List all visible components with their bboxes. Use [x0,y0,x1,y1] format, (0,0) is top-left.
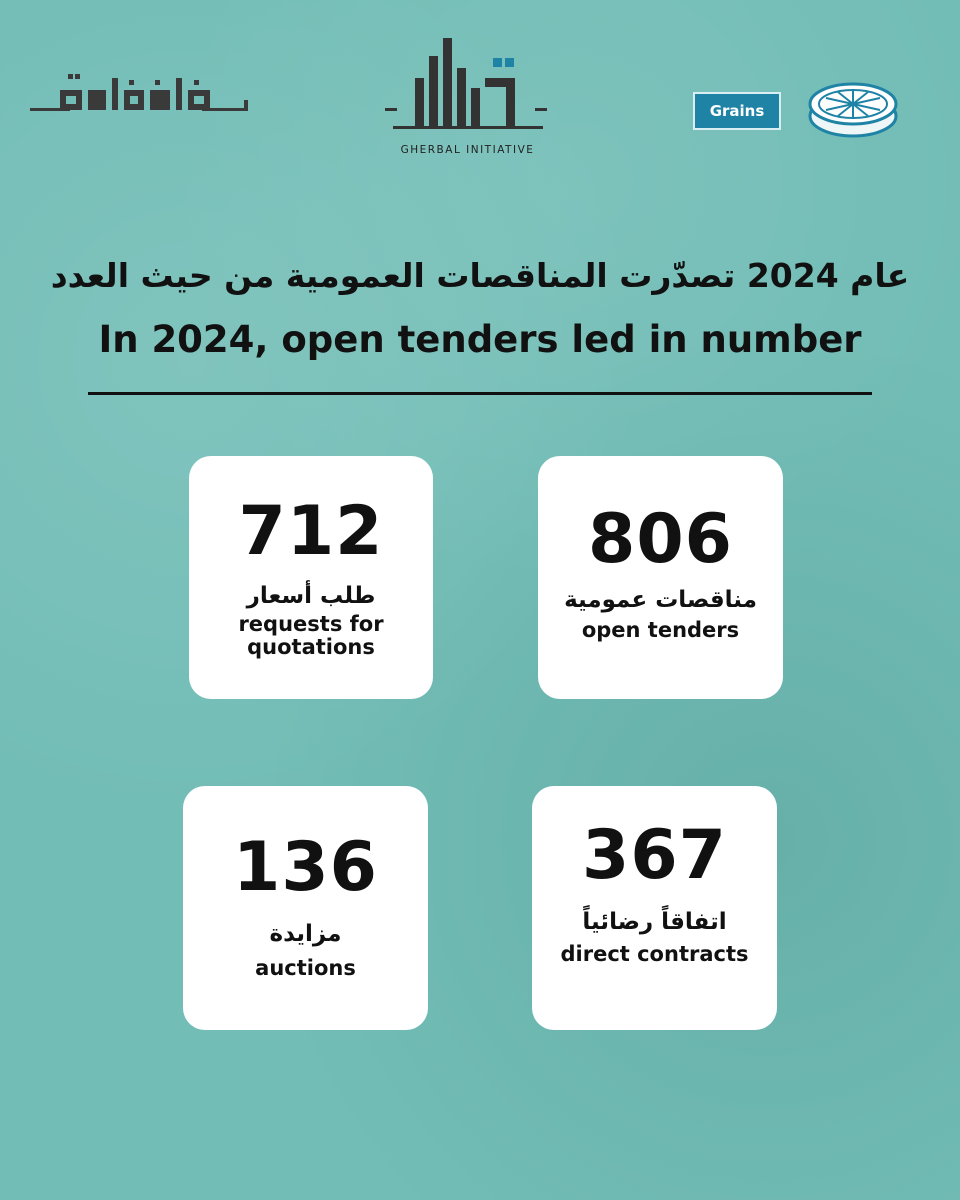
gherbal-logo-subtitle: GHERBAL INITIATIVE [400,144,535,156]
stat-label-english: auctions [255,956,356,981]
monaqasa-logo-icon [30,70,250,130]
stat-number: 136 [233,828,378,907]
stat-card-direct-contracts [532,786,777,1030]
stat-card-auctions [183,786,428,1030]
title-divider [88,392,872,395]
title-english: In 2024, open tenders led in number [98,318,862,361]
stat-number: 712 [238,492,384,571]
stat-label-english: requests for quotations [238,612,384,660]
stat-label-arabic: طلب أسعار [246,583,376,609]
stat-label-arabic: اتفاقاً رضائياً [582,909,727,935]
grains-logo-icon [808,78,898,140]
stat-number: 806 [588,500,733,579]
stat-label-english: open tenders [581,618,740,643]
stat-label-english: direct contracts [560,942,749,967]
title-arabic: عام 2024 تصدّرت المناقصات العمومية من حيث العدد [50,256,910,295]
stat-card-requests-for-quotations [189,456,433,699]
stat-label-arabic: مناقصات عمومية [564,587,757,613]
stat-card-open-tenders [538,456,783,699]
gherbal-logo-icon [385,38,550,158]
grains-badge: Grains [693,92,781,130]
stat-label-arabic: مزايدة [269,921,342,947]
stat-number: 367 [582,816,727,895]
